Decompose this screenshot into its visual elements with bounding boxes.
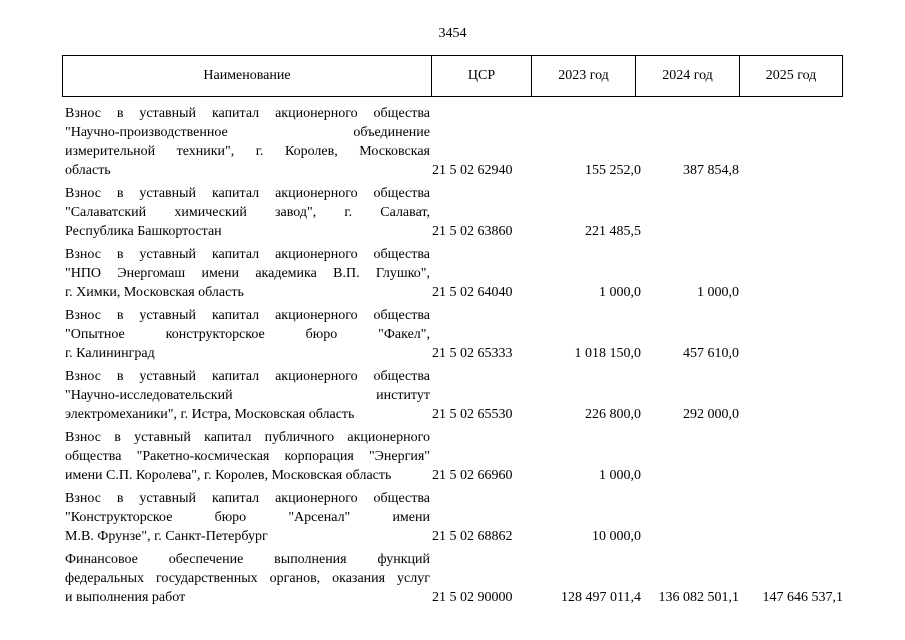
row-value-2023: 1 000,0 [599,285,641,300]
row-name [65,367,430,424]
row-csr: 21 5 02 90000 [432,590,513,605]
row-csr: 21 5 02 66960 [432,468,513,483]
row-name-line: "Конструкторское бюро "Арсенал" имени [65,510,430,525]
table-body [65,104,855,611]
row-name-line: измерительной техники", г. Королев, Московская [65,144,430,159]
table-row [65,550,855,607]
row-value-2023: 10 000,0 [592,529,641,544]
column-header-csr: ЦСР [432,56,532,96]
row-name-line: "НПО Энергомаш имени академика В.П. Глушко", [65,266,430,281]
page-number: 3454 [438,26,467,41]
row-csr: 21 5 02 64040 [432,285,513,300]
table-row [65,489,855,546]
row-name-line: общества "Ракетно-космическая корпорация "Энергия" [65,449,430,464]
row-csr: 21 5 02 65530 [432,407,513,422]
row-name-line: Взнос в уставный капитал публичного акционерного [65,430,430,445]
row-name-line: и выполнения работ [65,590,186,605]
row-value-2024: 387 854,8 [683,163,739,178]
row-name-line: "Салаватский химический завод", г. Салават, [65,205,430,220]
row-name [65,245,430,302]
table-row [65,306,855,363]
column-header-2025: 2025 год [765,68,817,83]
column-header-name: Наименование [63,56,432,96]
row-value-2023: 226 800,0 [585,407,641,422]
row-value-2023: 1 000,0 [599,468,641,483]
row-name-line: Взнос в уставный капитал акционерного общества [65,491,430,506]
row-name [65,306,430,363]
row-name-line: Республика Башкортостан [65,224,222,239]
row-name-line: "Опытное конструкторское бюро "Факел", [65,327,430,342]
row-value-2024: 292 000,0 [683,407,739,422]
table-row [65,367,855,424]
row-csr: 21 5 02 65333 [432,346,513,361]
row-name-line: М.В. Фрунзе", г. Санкт-Петербург [65,529,268,544]
row-name-line: г. Калининград [65,346,155,361]
row-name-line: "Научно-производственное объединение [65,125,430,140]
table-header [62,55,843,97]
row-name-line: Финансовое обеспечение выполнения функций [65,552,430,567]
row-name-line: Взнос в уставный капитал акционерного общества [65,247,430,262]
row-name-line: Взнос в уставный капитал акционерного общества [65,186,430,201]
row-value-2023: 155 252,0 [585,163,641,178]
row-name-line: федеральных государственных органов, оказания услуг [65,571,430,586]
row-value-2023: 128 497 011,4 [561,590,641,605]
row-value-2023: 1 018 150,0 [574,346,641,361]
table-row [65,184,855,241]
row-name-line: электромеханики", г. Истра, Московская область [65,407,355,422]
table-row [65,428,855,485]
column-header-2024: 2024 год [636,56,740,96]
row-value-2024: 457 610,0 [683,346,739,361]
row-name-line: Взнос в уставный капитал акционерного общества [65,308,430,323]
table-row [65,104,855,180]
row-name-line: Взнос в уставный капитал акционерного общества [65,106,430,121]
row-name-line: область [65,163,111,178]
table-row [65,245,855,302]
row-name [65,550,430,607]
column-header-2023: 2023 год [532,56,636,96]
row-name [65,184,430,241]
row-name-line: г. Химки, Московская область [65,285,244,300]
row-name [65,104,430,180]
row-name [65,489,430,546]
row-csr: 21 5 02 62940 [432,163,513,178]
row-name-line: "Научно-исследовательский институт [65,388,430,403]
row-value-2024: 136 082 501,1 [658,590,739,605]
row-name [65,428,430,485]
row-value-2024: 1 000,0 [697,285,739,300]
row-csr: 21 5 02 68862 [432,529,513,544]
row-value-2023: 221 485,5 [585,224,641,239]
row-name-line: Взнос в уставный капитал акционерного общества [65,369,430,384]
row-name-line: имени С.П. Королева", г. Королев, Московская область [65,468,392,483]
row-csr: 21 5 02 63860 [432,224,513,239]
row-value-2025: 147 646 537,1 [762,590,843,605]
